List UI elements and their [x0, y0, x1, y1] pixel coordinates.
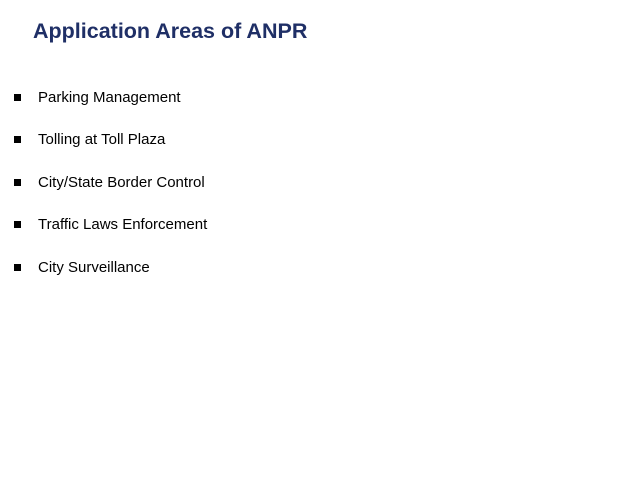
- list-item-text: Traffic Laws Enforcement: [38, 216, 208, 233]
- list-item-text: City/State Border Control: [38, 173, 205, 191]
- list-item: [14, 130, 207, 150]
- square-bullet-icon: [14, 179, 21, 186]
- bullet-list: [14, 87, 207, 300]
- square-bullet-icon: [14, 136, 21, 143]
- square-bullet-icon: [14, 264, 21, 271]
- list-item: [14, 215, 207, 235]
- list-item-text: City Surveillance: [38, 258, 150, 276]
- list-item: [14, 172, 207, 192]
- list-item-text: Tolling at Toll Plaza: [38, 131, 166, 148]
- list-item: [14, 87, 207, 107]
- square-bullet-icon: [14, 221, 21, 228]
- list-item-text: Parking Management: [38, 88, 181, 106]
- square-bullet-icon: [14, 94, 21, 101]
- slide-title: Application Areas of ANPR: [33, 19, 308, 43]
- list-item: [14, 257, 207, 277]
